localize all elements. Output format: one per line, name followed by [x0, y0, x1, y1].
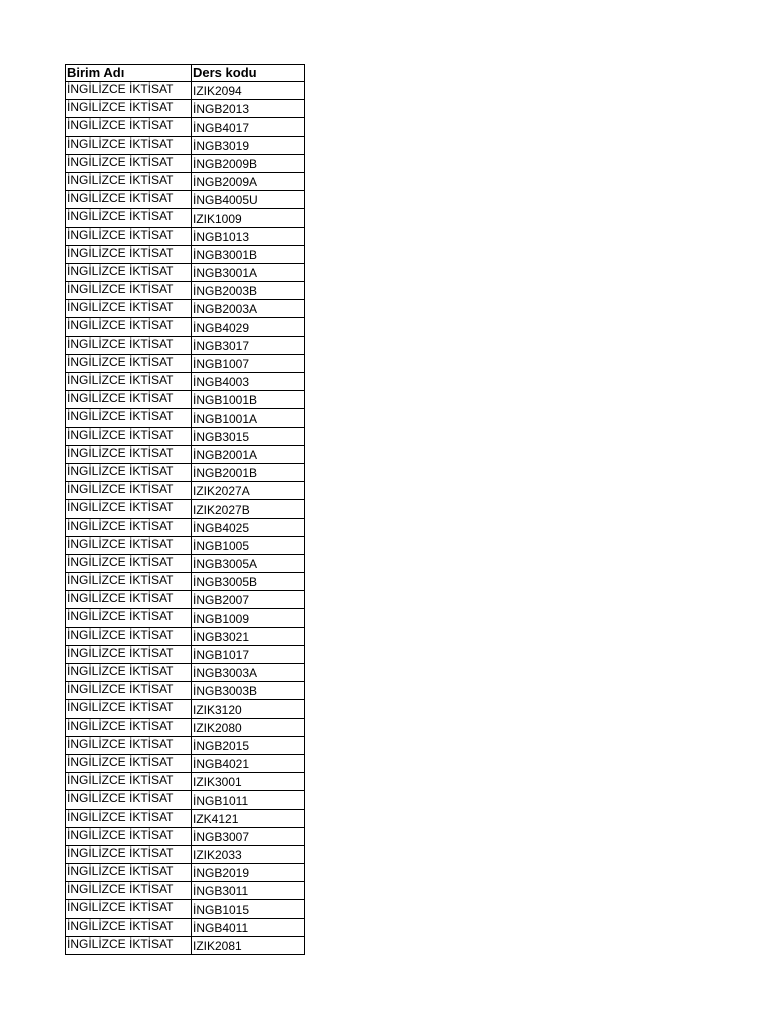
cell-course-code[interactable]: İNGB4003: [192, 373, 305, 391]
cell-course-code[interactable]: İNGB1005: [192, 536, 305, 554]
table-row: [66, 700, 305, 718]
cell-unit-name[interactable]: İNGİLİZCE İKTİSAT: [66, 263, 192, 281]
table-row: [66, 409, 305, 427]
cell-course-code[interactable]: İNGB3003A: [192, 664, 305, 682]
cell-course-code[interactable]: İNGB2009B: [192, 154, 305, 172]
cell-course-code[interactable]: İNGB2007: [192, 591, 305, 609]
cell-unit-name[interactable]: İNGİLİZCE İKTİSAT: [66, 227, 192, 245]
table-row: [66, 827, 305, 845]
cell-course-code[interactable]: İNGB1009: [192, 609, 305, 627]
table-row: [66, 482, 305, 500]
cell-course-code[interactable]: İNGB4021: [192, 754, 305, 772]
cell-unit-name[interactable]: İNGİLİZCE İKTİSAT: [66, 936, 192, 954]
table-row: [66, 245, 305, 263]
cell-course-code[interactable]: IZIK3001: [192, 773, 305, 791]
cell-course-code[interactable]: IZIK3120: [192, 700, 305, 718]
table-row: [66, 518, 305, 536]
cell-unit-name[interactable]: İNGİLİZCE İKTİSAT: [66, 718, 192, 736]
cell-unit-name[interactable]: İNGİLİZCE İKTİSAT: [66, 882, 192, 900]
cell-unit-name[interactable]: İNGİLİZCE İKTİSAT: [66, 573, 192, 591]
cell-unit-name[interactable]: İNGİLİZCE İKTİSAT: [66, 591, 192, 609]
header-row: [66, 65, 305, 82]
cell-unit-name[interactable]: İNGİLİZCE İKTİSAT: [66, 554, 192, 572]
cell-unit-name[interactable]: İNGİLİZCE İKTİSAT: [66, 500, 192, 518]
table-row: [66, 172, 305, 190]
table-row: [66, 263, 305, 281]
cell-unit-name[interactable]: İNGİLİZCE İKTİSAT: [66, 427, 192, 445]
cell-unit-name[interactable]: İNGİLİZCE İKTİSAT: [66, 463, 192, 481]
cell-unit-name[interactable]: İNGİLİZCE İKTİSAT: [66, 354, 192, 372]
cell-course-code[interactable]: İNGB3005A: [192, 554, 305, 572]
cell-unit-name[interactable]: İNGİLİZCE İKTİSAT: [66, 282, 192, 300]
cell-unit-name[interactable]: İNGİLİZCE İKTİSAT: [66, 318, 192, 336]
table-row: [66, 118, 305, 136]
table-row: [66, 82, 305, 100]
cell-unit-name[interactable]: İNGİLİZCE İKTİSAT: [66, 373, 192, 391]
cell-course-code[interactable]: IZK4121: [192, 809, 305, 827]
cell-unit-name[interactable]: İNGİLİZCE İKTİSAT: [66, 191, 192, 209]
table-row: [66, 154, 305, 172]
cell-course-code[interactable]: İNGB3003B: [192, 682, 305, 700]
cell-unit-name[interactable]: İNGİLİZCE İKTİSAT: [66, 609, 192, 627]
header-course-code[interactable]: Ders kodu: [192, 65, 305, 82]
cell-course-code[interactable]: İNGB3001B: [192, 245, 305, 263]
cell-course-code[interactable]: İNGB3007: [192, 827, 305, 845]
table-row: [66, 900, 305, 918]
table-row: [66, 100, 305, 118]
cell-course-code[interactable]: IZIK1009: [192, 209, 305, 227]
cell-course-code[interactable]: İNGB2009A: [192, 172, 305, 190]
table-row: [66, 554, 305, 572]
table-row: [66, 336, 305, 354]
cell-course-code[interactable]: IZIK2027B: [192, 500, 305, 518]
table-row: [66, 791, 305, 809]
cell-unit-name[interactable]: İNGİLİZCE İKTİSAT: [66, 409, 192, 427]
cell-unit-name[interactable]: İNGİLİZCE İKTİSAT: [66, 82, 192, 100]
cell-unit-name[interactable]: İNGİLİZCE İKTİSAT: [66, 445, 192, 463]
table-row: [66, 227, 305, 245]
cell-unit-name[interactable]: İNGİLİZCE İKTİSAT: [66, 518, 192, 536]
cell-course-code[interactable]: İNGB2001B: [192, 463, 305, 481]
cell-course-code[interactable]: İNGB2019: [192, 864, 305, 882]
cell-unit-name[interactable]: İNGİLİZCE İKTİSAT: [66, 336, 192, 354]
table-row: [66, 864, 305, 882]
table-row: [66, 445, 305, 463]
course-table: [65, 64, 305, 955]
table-row: [66, 682, 305, 700]
cell-unit-name[interactable]: İNGİLİZCE İKTİSAT: [66, 209, 192, 227]
cell-course-code[interactable]: İNGB3021: [192, 627, 305, 645]
cell-course-code[interactable]: İNGB3017: [192, 336, 305, 354]
header-unit-name[interactable]: Birim Adı: [66, 65, 192, 82]
table-row: [66, 664, 305, 682]
cell-unit-name[interactable]: İNGİLİZCE İKTİSAT: [66, 754, 192, 772]
cell-course-code[interactable]: İNGB1015: [192, 900, 305, 918]
cell-unit-name[interactable]: İNGİLİZCE İKTİSAT: [66, 172, 192, 190]
table-row: [66, 645, 305, 663]
table-row: [66, 627, 305, 645]
cell-unit-name[interactable]: İNGİLİZCE İKTİSAT: [66, 664, 192, 682]
cell-unit-name[interactable]: İNGİLİZCE İKTİSAT: [66, 482, 192, 500]
cell-unit-name[interactable]: İNGİLİZCE İKTİSAT: [66, 136, 192, 154]
cell-course-code[interactable]: İNGB4017: [192, 118, 305, 136]
cell-unit-name[interactable]: İNGİLİZCE İKTİSAT: [66, 864, 192, 882]
table-row: [66, 191, 305, 209]
cell-unit-name[interactable]: İNGİLİZCE İKTİSAT: [66, 918, 192, 936]
cell-unit-name[interactable]: İNGİLİZCE İKTİSAT: [66, 118, 192, 136]
cell-course-code[interactable]: İNGB2013: [192, 100, 305, 118]
table-row: [66, 809, 305, 827]
table-row: [66, 718, 305, 736]
table-row: [66, 591, 305, 609]
cell-course-code[interactable]: İNGB4025: [192, 518, 305, 536]
table-row: [66, 463, 305, 481]
cell-course-code[interactable]: IZIK2094: [192, 82, 305, 100]
table-row: [66, 500, 305, 518]
cell-course-code[interactable]: İNGB3005B: [192, 573, 305, 591]
cell-course-code[interactable]: İNGB3001A: [192, 263, 305, 281]
table-row: [66, 573, 305, 591]
table-row: [66, 773, 305, 791]
spreadsheet-sheet: [65, 64, 305, 955]
table-row: [66, 209, 305, 227]
table-body: [66, 82, 305, 955]
cell-course-code[interactable]: İNGB4005U: [192, 191, 305, 209]
cell-unit-name[interactable]: İNGİLİZCE İKTİSAT: [66, 645, 192, 663]
table-row: [66, 536, 305, 554]
table-row: [66, 918, 305, 936]
cell-unit-name[interactable]: İNGİLİZCE İKTİSAT: [66, 900, 192, 918]
cell-unit-name[interactable]: İNGİLİZCE İKTİSAT: [66, 245, 192, 263]
table-row: [66, 282, 305, 300]
table-row: [66, 354, 305, 372]
cell-course-code[interactable]: İNGB1007: [192, 354, 305, 372]
table-row: [66, 300, 305, 318]
cell-unit-name[interactable]: İNGİLİZCE İKTİSAT: [66, 736, 192, 754]
cell-unit-name[interactable]: İNGİLİZCE İKTİSAT: [66, 791, 192, 809]
table-row: [66, 136, 305, 154]
table-row: [66, 936, 305, 954]
cell-course-code[interactable]: İNGB1013: [192, 227, 305, 245]
table-row: [66, 373, 305, 391]
cell-unit-name[interactable]: İNGİLİZCE İKTİSAT: [66, 100, 192, 118]
cell-unit-name[interactable]: İNGİLİZCE İKTİSAT: [66, 391, 192, 409]
cell-course-code[interactable]: İNGB3015: [192, 427, 305, 445]
cell-course-code[interactable]: İNGB2003A: [192, 300, 305, 318]
cell-unit-name[interactable]: İNGİLİZCE İKTİSAT: [66, 627, 192, 645]
table-row: [66, 318, 305, 336]
table-row: [66, 882, 305, 900]
cell-course-code[interactable]: İNGB1017: [192, 645, 305, 663]
table-row: [66, 845, 305, 863]
cell-course-code[interactable]: İNGB2003B: [192, 282, 305, 300]
cell-course-code[interactable]: İNGB1001B: [192, 391, 305, 409]
cell-unit-name[interactable]: İNGİLİZCE İKTİSAT: [66, 300, 192, 318]
cell-course-code[interactable]: İNGB1011: [192, 791, 305, 809]
table-row: [66, 609, 305, 627]
cell-course-code[interactable]: İNGB4011: [192, 918, 305, 936]
cell-course-code[interactable]: İNGB3011: [192, 882, 305, 900]
cell-course-code[interactable]: IZIK2081: [192, 936, 305, 954]
cell-unit-name[interactable]: İNGİLİZCE İKTİSAT: [66, 536, 192, 554]
cell-unit-name[interactable]: İNGİLİZCE İKTİSAT: [66, 154, 192, 172]
cell-unit-name[interactable]: İNGİLİZCE İKTİSAT: [66, 845, 192, 863]
table-row: [66, 754, 305, 772]
cell-course-code[interactable]: İNGB4029: [192, 318, 305, 336]
cell-course-code[interactable]: İNGB3019: [192, 136, 305, 154]
cell-course-code[interactable]: İNGB2001A: [192, 445, 305, 463]
table-row: [66, 391, 305, 409]
table-row: [66, 427, 305, 445]
cell-unit-name[interactable]: İNGİLİZCE İKTİSAT: [66, 809, 192, 827]
cell-course-code[interactable]: IZIK2033: [192, 845, 305, 863]
cell-unit-name[interactable]: İNGİLİZCE İKTİSAT: [66, 773, 192, 791]
cell-unit-name[interactable]: İNGİLİZCE İKTİSAT: [66, 827, 192, 845]
cell-course-code[interactable]: IZIK2027A: [192, 482, 305, 500]
cell-unit-name[interactable]: İNGİLİZCE İKTİSAT: [66, 700, 192, 718]
cell-course-code[interactable]: İNGB1001A: [192, 409, 305, 427]
cell-course-code[interactable]: İNGB2015: [192, 736, 305, 754]
table-row: [66, 736, 305, 754]
cell-course-code[interactable]: IZIK2080: [192, 718, 305, 736]
cell-unit-name[interactable]: İNGİLİZCE İKTİSAT: [66, 682, 192, 700]
